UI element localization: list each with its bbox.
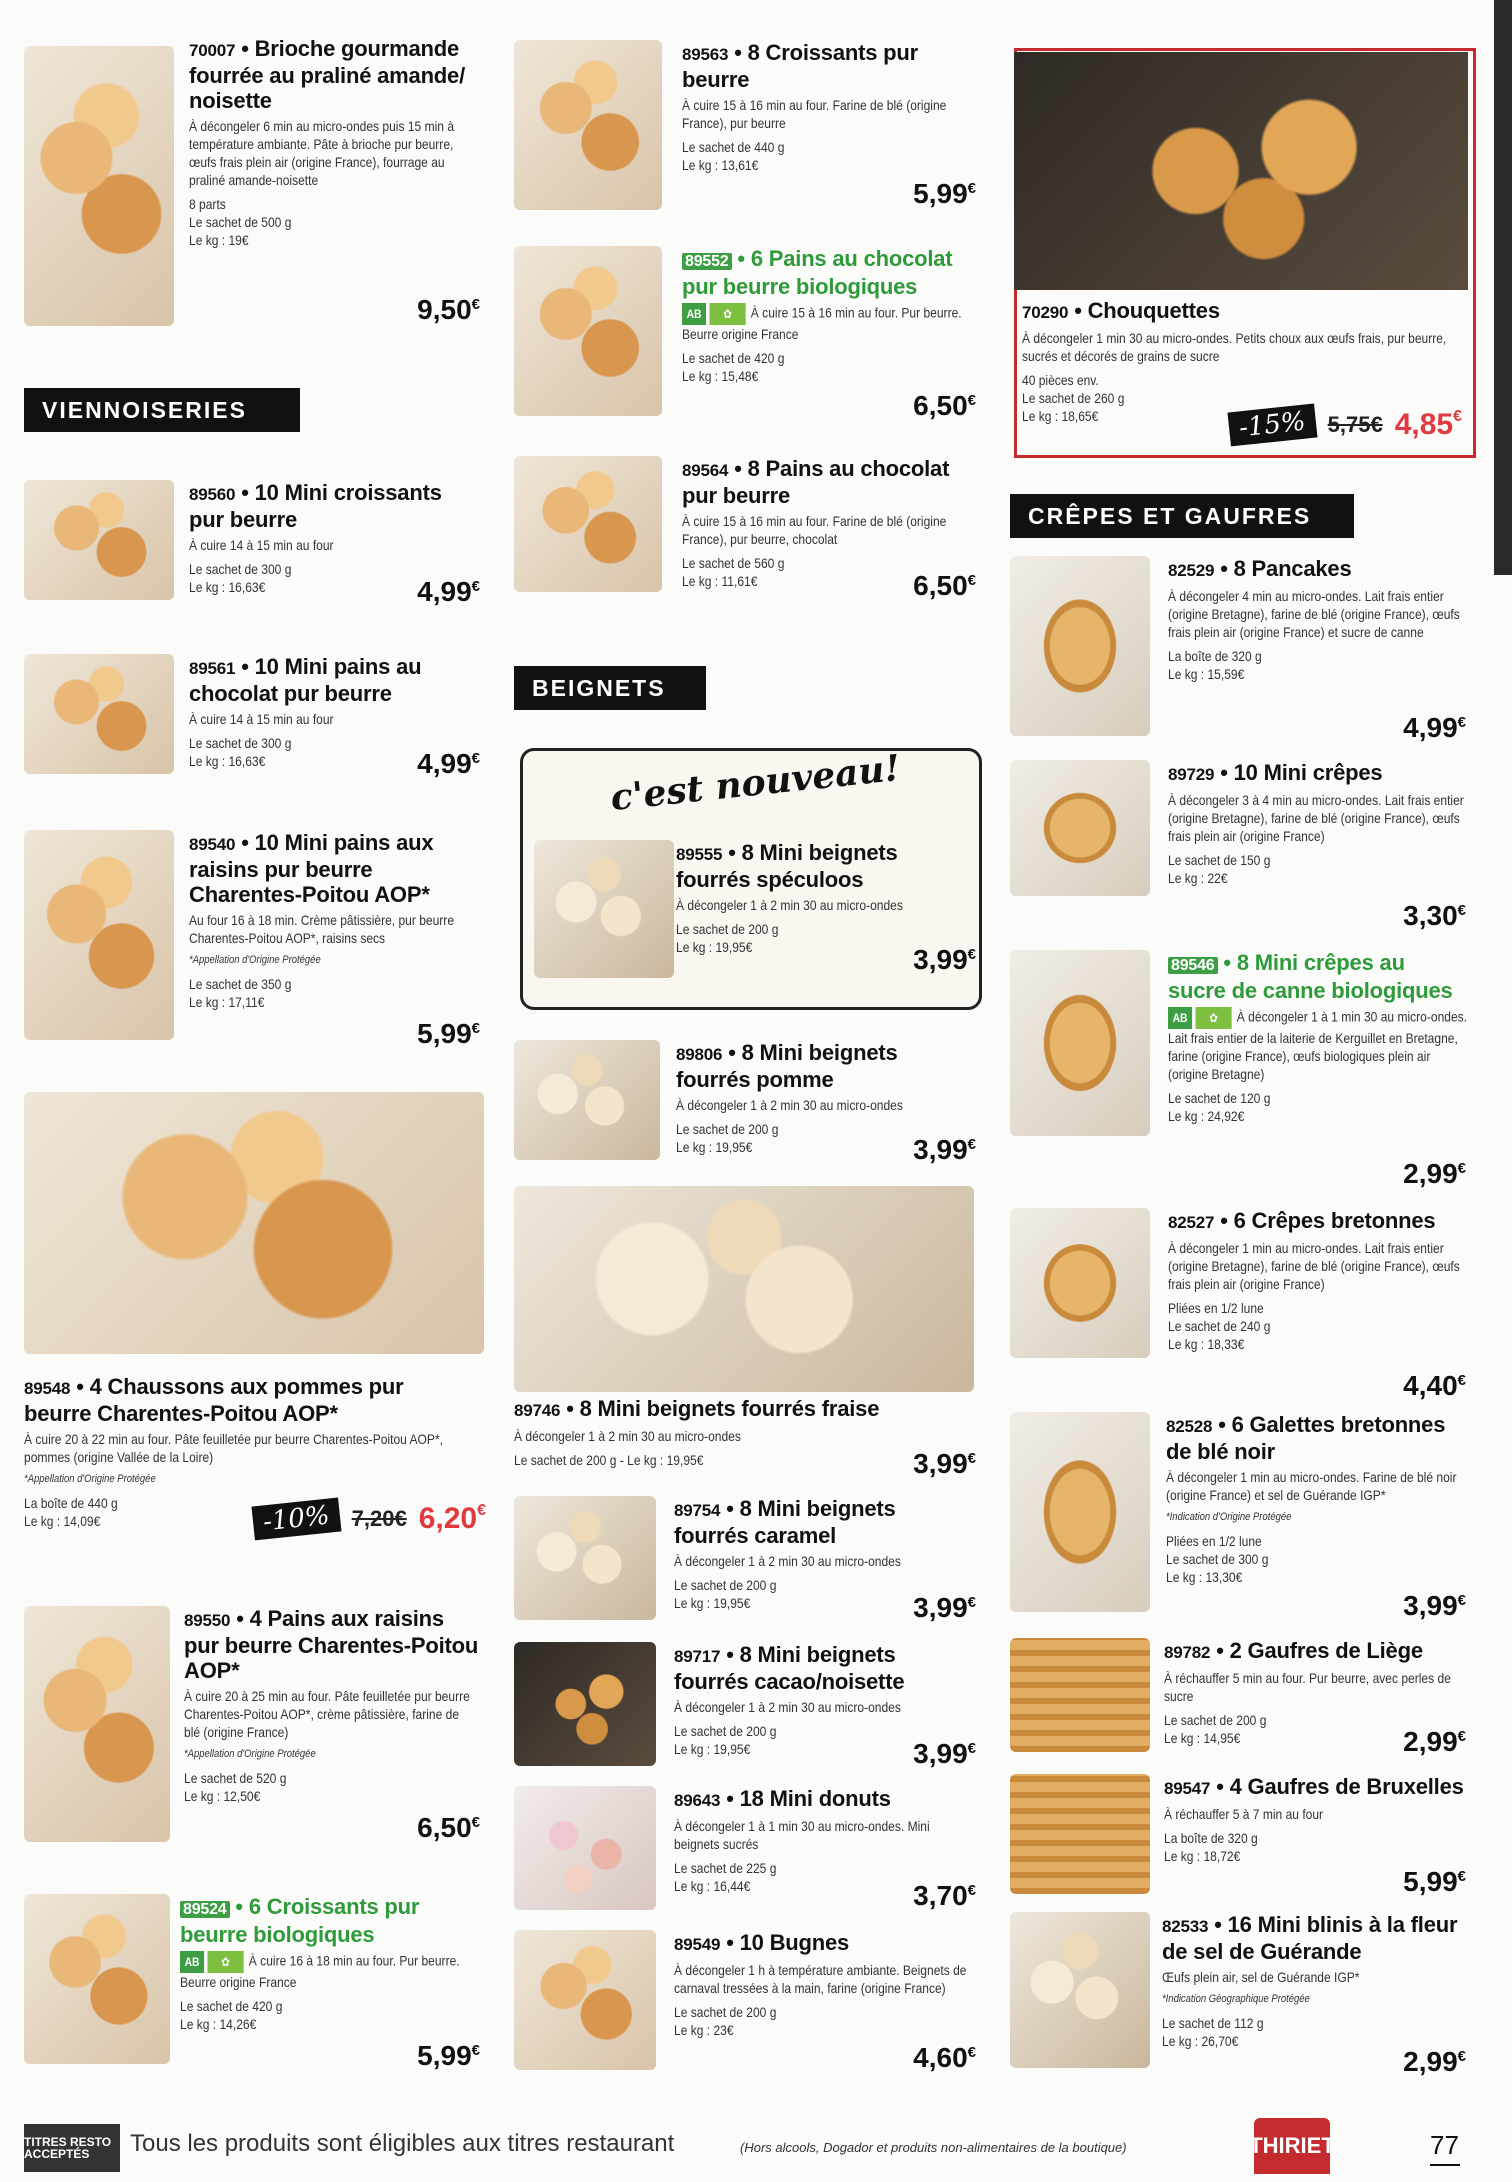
product-price: 3,99€ xyxy=(913,944,976,975)
product-price: 3,99€ xyxy=(913,1448,976,1479)
product-price: 3,99€ xyxy=(1403,1590,1466,1621)
product-title: 89561 • 10 Mini pains au chocolat pur beurre xyxy=(189,654,422,706)
product-price: 2,99€ xyxy=(1403,1726,1466,1757)
product-description: À réchauffer 5 min au four. Pur beurre, avec perles de sucre xyxy=(1164,1670,1451,1704)
product-89561[interactable] xyxy=(24,654,486,794)
product-pack: La boîte de 440 g Le kg : 14,09€ xyxy=(24,1495,118,1529)
footer-text: Tous les produits sont éligibles aux titres restaurant xyxy=(130,2130,675,2157)
product-title: 89563 • 8 Croissants pur beurre xyxy=(682,40,919,92)
product-title: 82527 • 6 Crêpes bretonnes xyxy=(1168,1208,1436,1233)
product-image xyxy=(514,1040,660,1160)
organic-logos xyxy=(180,1951,244,1973)
product-82527[interactable] xyxy=(1010,1208,1472,1408)
product-price: 5,99€ xyxy=(417,2040,480,2071)
product-pack: Le sachet de 200 g Le kg : 19,95€ xyxy=(674,1723,777,1757)
product-image xyxy=(1010,556,1150,736)
section-viennoiseries: VIENNOISERIES xyxy=(24,388,300,432)
product-image xyxy=(1010,760,1150,896)
discount-badge: -15% xyxy=(1228,404,1318,447)
product-description: À décongeler 6 min au micro-ondes puis 15 min à température ambiante. Pâte à brioche pur beurre, œufs frais plein air (origine France), fourrage au praliné amande-noisette xyxy=(189,118,455,188)
product-image xyxy=(24,1894,170,2064)
product-description: À décongeler 3 à 4 min au micro-ondes. Lait frais entier (origine Bretagne), farine de blé (origine France), œufs frais plein air (origine France) xyxy=(1168,792,1464,844)
old-price: 5,75€ xyxy=(1327,412,1383,437)
product-pack: Le sachet de 112 g Le kg : 26,70€ xyxy=(1162,2015,1264,2049)
product-description: À décongeler 1 à 1 min 30 au micro-ondes. Mini beignets sucrés xyxy=(674,1818,930,1852)
product-82533[interactable] xyxy=(1010,1912,1472,2084)
product-title: 70290 • Chouquettes xyxy=(1022,298,1220,323)
product-image xyxy=(514,1186,974,1392)
product-image xyxy=(1010,1774,1150,1894)
product-pack: Le sachet de 120 g Le kg : 24,92€ xyxy=(1168,1090,1271,1124)
product-title: 89560 • 10 Mini croissants pur beurre xyxy=(189,480,442,532)
product-pack: Pliées en 1/2 lune Le sachet de 300 g Le kg : 13,30€ xyxy=(1166,1533,1269,1585)
product-82528[interactable] xyxy=(1010,1412,1472,1630)
product-image xyxy=(24,46,174,326)
product-89746[interactable] xyxy=(514,1186,982,1486)
product-description: À cuire 14 à 15 min au four xyxy=(189,537,334,553)
product-title: 89729 • 10 Mini crêpes xyxy=(1168,760,1383,785)
product-description: AB ✿ À cuire 16 à 18 min au four. Pur beurre. Beurre origine France xyxy=(180,1952,460,1990)
product-pack: Le sachet de 150 g Le kg : 22€ xyxy=(1168,852,1271,886)
product-image xyxy=(514,40,662,210)
product-pack: La boîte de 320 g Le kg : 15,59€ xyxy=(1168,648,1262,682)
organic-logos xyxy=(682,303,746,325)
product-description: À cuire 15 à 16 min au four. Farine de blé (origine France), pur beurre, chocolat xyxy=(682,513,947,547)
product-82529[interactable] xyxy=(1010,556,1472,746)
product-image xyxy=(534,840,674,978)
product-note: *Appellation d'Origine Protégée xyxy=(24,1473,156,1485)
product-title: 89552 • 6 Pains au chocolat pur beurre biologiques xyxy=(682,246,953,299)
product-pack: Le sachet de 420 g Le kg : 14,26€ xyxy=(180,1998,283,2032)
product-pack: Le sachet de 420 g Le kg : 15,48€ xyxy=(682,350,785,384)
product-price: 5,99€ xyxy=(913,178,976,209)
product-title: 89547 • 4 Gaufres de Bruxelles xyxy=(1164,1774,1464,1799)
product-description: À décongeler 1 à 2 min 30 au micro-ondes xyxy=(674,1699,901,1715)
product-title: 89549 • 10 Bugnes xyxy=(674,1930,850,1955)
product-image xyxy=(24,654,174,774)
product-description: À décongeler 1 à 2 min 30 au micro-ondes xyxy=(514,1428,741,1444)
product-note: *Indication d'Origine Protégée xyxy=(1166,1511,1292,1523)
product-price: 6,20€ xyxy=(418,1502,486,1535)
product-70007[interactable] xyxy=(24,36,486,336)
organic-logos xyxy=(1168,1007,1232,1029)
product-89552[interactable] xyxy=(514,246,982,426)
eu-organic-leaf-icon: ✿ xyxy=(208,1951,244,1973)
product-price: 4,99€ xyxy=(417,748,480,779)
product-89782[interactable] xyxy=(1010,1638,1472,1768)
product-price: 4,99€ xyxy=(417,576,480,607)
product-image xyxy=(24,480,174,600)
product-note: *Appellation d'Origine Protégée xyxy=(189,954,321,966)
side-tab xyxy=(1494,0,1512,575)
product-pack: Le sachet de 200 g Le kg : 23€ xyxy=(674,2004,777,2038)
product-title: 89546 • 8 Mini crêpes au sucre de canne biologiques xyxy=(1168,950,1453,1003)
product-description: Œufs plein air, sel de Guérande IGP* xyxy=(1162,1969,1360,1985)
product-pack: Le sachet de 200 g Le kg : 19,95€ xyxy=(676,921,779,955)
product-image xyxy=(514,1930,656,2070)
product-89563[interactable] xyxy=(514,40,982,220)
product-description: À décongeler 1 à 2 min 30 au micro-ondes xyxy=(676,1097,903,1113)
product-image xyxy=(1014,52,1468,290)
product-pack: Le sachet de 350 g Le kg : 17,11€ xyxy=(189,976,292,1010)
product-price: 2,99€ xyxy=(1403,2046,1466,2077)
ab-logo-icon: AB xyxy=(682,303,706,325)
product-pack: Le sachet de 560 g Le kg : 11,61€ xyxy=(682,555,785,589)
product-description: À décongeler 1 min 30 au micro-ondes. Petits choux aux œufs frais, pur beurre, sucrés et décorés de grains de sucre xyxy=(1022,330,1447,364)
product-description: Au four 16 à 18 min. Crème pâtissière, pur beurre Charentes-Poitou AOP*, raisins secs xyxy=(189,912,455,946)
product-price: 4,60€ xyxy=(913,2042,976,2073)
product-title: 89540 • 10 Mini pains aux raisins pur beurre Charentes-Poitou AOP* xyxy=(189,830,434,907)
product-price: 4,99€ xyxy=(1403,712,1466,743)
product-89550[interactable] xyxy=(24,1606,486,1842)
product-price: 6,50€ xyxy=(913,570,976,601)
product-89548[interactable] xyxy=(24,1092,486,1552)
thiriet-logo: THIRIET xyxy=(1254,2118,1330,2174)
product-89717[interactable] xyxy=(514,1642,982,1782)
product-image xyxy=(1010,1208,1150,1358)
product-title: 89746 • 8 Mini beignets fourrés fraise xyxy=(514,1396,880,1421)
page-number: 77 xyxy=(1430,2130,1459,2160)
product-89806[interactable] xyxy=(514,1040,982,1170)
product-pack: 8 parts Le sachet de 500 g Le kg : 19€ xyxy=(189,196,292,248)
product-title: 89754 • 8 Mini beignets fourrés caramel xyxy=(674,1496,896,1548)
ab-logo-icon: AB xyxy=(1168,1007,1192,1029)
product-title: 82533 • 16 Mini blinis à la fleur de sel de Guérande xyxy=(1162,1912,1458,1964)
promo-row xyxy=(1229,408,1462,442)
product-pack: Le sachet de 200 g Le kg : 14,95€ xyxy=(1164,1712,1267,1746)
product-pack: Le sachet de 200 g Le kg : 19,95€ xyxy=(676,1121,779,1155)
product-pack: Le sachet de 200 g Le kg : 19,95€ xyxy=(674,1577,777,1611)
old-price: 7,20€ xyxy=(351,1506,407,1531)
product-89549[interactable] xyxy=(514,1930,982,2080)
product-pack: 40 pièces env. Le sachet de 260 g Le kg : 18,65€ xyxy=(1022,372,1125,424)
product-pack: Le sachet de 300 g Le kg : 16,63€ xyxy=(189,561,292,595)
product-description: À décongeler 1 à 2 min 30 au micro-ondes xyxy=(676,897,903,913)
product-89754[interactable] xyxy=(514,1496,982,1636)
product-price: 3,99€ xyxy=(913,1134,976,1165)
product-price: 6,50€ xyxy=(913,390,976,421)
product-description: AB ✿ À décongeler 1 à 1 min 30 au micro-ondes. Lait frais entier de la laiterie de Kerguillet en Bretagne, farine (origine France), œufs biologiques plein air (origine Bretagne) xyxy=(1168,1008,1468,1082)
product-image xyxy=(514,456,662,592)
product-image xyxy=(514,246,662,416)
section-beignets: BEIGNETS xyxy=(514,666,706,710)
product-89643[interactable] xyxy=(514,1786,982,1922)
product-pack: Le sachet de 300 g Le kg : 16,63€ xyxy=(189,735,292,769)
titres-resto-logo: TITRES RESTO ACCEPTÉS xyxy=(24,2124,120,2172)
product-pack: Le sachet de 440 g Le kg : 13,61€ xyxy=(682,139,785,173)
product-70290[interactable] xyxy=(1010,52,1472,454)
product-price: 3,99€ xyxy=(913,1738,976,1769)
product-price: 9,50€ xyxy=(417,294,480,325)
product-description: À cuire 15 à 16 min au four. Farine de blé (origine France), pur beurre xyxy=(682,97,947,131)
footer xyxy=(0,2118,1512,2182)
product-pack: Le sachet de 520 g Le kg : 12,50€ xyxy=(184,1770,287,1804)
product-description: AB ✿ À cuire 15 à 16 min au four. Pur beurre. Beurre origine France xyxy=(682,304,962,342)
product-image xyxy=(514,1496,656,1620)
product-image xyxy=(24,1092,484,1354)
product-image xyxy=(24,1606,170,1842)
product-title: 89564 • 8 Pains au chocolat pur beurre xyxy=(682,456,950,508)
product-image xyxy=(514,1642,656,1766)
product-price: 4,85€ xyxy=(1394,408,1462,441)
product-image xyxy=(24,830,174,1040)
product-description: À réchauffer 5 à 7 min au four xyxy=(1164,1806,1324,1822)
product-pack: Le sachet de 225 g Le kg : 16,44€ xyxy=(674,1860,777,1894)
product-title: 70007 • Brioche gourmande fourrée au praliné amande/ noisette xyxy=(189,36,465,113)
product-price: 3,30€ xyxy=(1403,900,1466,931)
product-price: 4,40€ xyxy=(1403,1370,1466,1401)
product-title: 89806 • 8 Mini beignets fourrés pomme xyxy=(676,1040,898,1092)
product-title: 89555 • 8 Mini beignets fourrés spéculoos xyxy=(676,840,898,892)
product-pack: La boîte de 320 g Le kg : 18,72€ xyxy=(1164,1830,1258,1864)
promo-row xyxy=(24,1502,486,1536)
product-note: *Appellation d'Origine Protégée xyxy=(184,1748,316,1760)
discount-badge: -10% xyxy=(252,1498,342,1541)
product-pack: Pliées en 1/2 lune Le sachet de 240 g Le kg : 18,33€ xyxy=(1168,1300,1271,1352)
product-image xyxy=(514,1786,656,1910)
eu-organic-leaf-icon: ✿ xyxy=(710,303,746,325)
product-title: 89643 • 18 Mini donuts xyxy=(674,1786,891,1811)
product-description: À décongeler 4 min au micro-ondes. Lait frais entier (origine Bretagne), farine de blé (origine France), œufs frais plein air (origine France) et sucre de canne xyxy=(1168,588,1460,640)
product-price: 3,70€ xyxy=(913,1880,976,1911)
product-89540[interactable] xyxy=(24,830,486,1050)
eu-organic-leaf-icon: ✿ xyxy=(1196,1007,1232,1029)
product-title: 89550 • 4 Pains aux raisins pur beurre Charentes-Poitou AOP* xyxy=(184,1606,479,1683)
section-crepes-gaufres: CRÊPES ET GAUFRES xyxy=(1010,494,1354,538)
product-title: 89782 • 2 Gaufres de Liège xyxy=(1164,1638,1423,1663)
product-89546[interactable] xyxy=(1010,950,1472,1200)
product-89729[interactable] xyxy=(1010,760,1472,940)
product-89547[interactable] xyxy=(1010,1774,1472,1904)
product-title: 89717 • 8 Mini beignets fourrés cacao/noisette xyxy=(674,1642,905,1694)
product-89524[interactable] xyxy=(24,1894,486,2080)
product-description: À décongeler 1 à 2 min 30 au micro-ondes xyxy=(674,1553,901,1569)
product-image xyxy=(1010,1638,1150,1752)
page-number-underline xyxy=(1430,2164,1460,2166)
product-price: 5,99€ xyxy=(1403,1866,1466,1897)
product-title: 89524 • 6 Croissants pur beurre biologiques xyxy=(180,1894,420,1947)
product-title: 89548 • 4 Chaussons aux pommes pur beurre Charentes-Poitou AOP* xyxy=(24,1374,404,1426)
product-price: 2,99€ xyxy=(1403,1158,1466,1189)
product-price: 3,99€ xyxy=(913,1592,976,1623)
footer-disclaimer: (Hors alcools, Dogador et produits non-alimentaires de la boutique) xyxy=(740,2140,1127,2155)
product-89560[interactable] xyxy=(24,480,486,620)
product-price: 5,99€ xyxy=(417,1018,480,1049)
product-89555[interactable] xyxy=(514,840,982,1000)
product-description: À cuire 20 à 22 min au four. Pâte feuilletée pur beurre Charentes-Poitou AOP*, pommes (origine Vallée de la Loire) xyxy=(24,1431,443,1465)
product-image xyxy=(1010,1412,1150,1612)
product-description: À décongeler 1 h à température ambiante. Beignets de carnaval tressées à la main, farine (origine France) xyxy=(674,1962,967,1996)
product-description: À décongeler 1 min au micro-ondes. Farine de blé noir (origine France) et sel de Guérande IGP* xyxy=(1166,1469,1457,1503)
product-89564[interactable] xyxy=(514,456,982,606)
product-description: À cuire 14 à 15 min au four xyxy=(189,711,334,727)
product-note: *Indication Géographique Protégée xyxy=(1162,1993,1310,2005)
ab-logo-icon: AB xyxy=(180,1951,204,1973)
product-image xyxy=(1010,950,1150,1136)
product-title: 82529 • 8 Pancakes xyxy=(1168,556,1352,581)
product-price: 6,50€ xyxy=(417,1812,480,1843)
new-label: c'est nouveau! xyxy=(608,746,903,820)
product-description: À décongeler 1 min au micro-ondes. Lait frais entier (origine Bretagne), farine de blé (origine France), œufs frais plein air (origine France) xyxy=(1168,1240,1460,1292)
product-image xyxy=(1010,1912,1150,2068)
product-description: À cuire 20 à 25 min au four. Pâte feuilletée pur beurre Charentes-Poitou AOP*, crème pâtissière, farine de blé (origine France) xyxy=(184,1688,470,1740)
product-pack: Le sachet de 200 g - Le kg : 19,95€ xyxy=(514,1452,704,1468)
product-title: 82528 • 6 Galettes bretonnes de blé noir xyxy=(1166,1412,1446,1464)
